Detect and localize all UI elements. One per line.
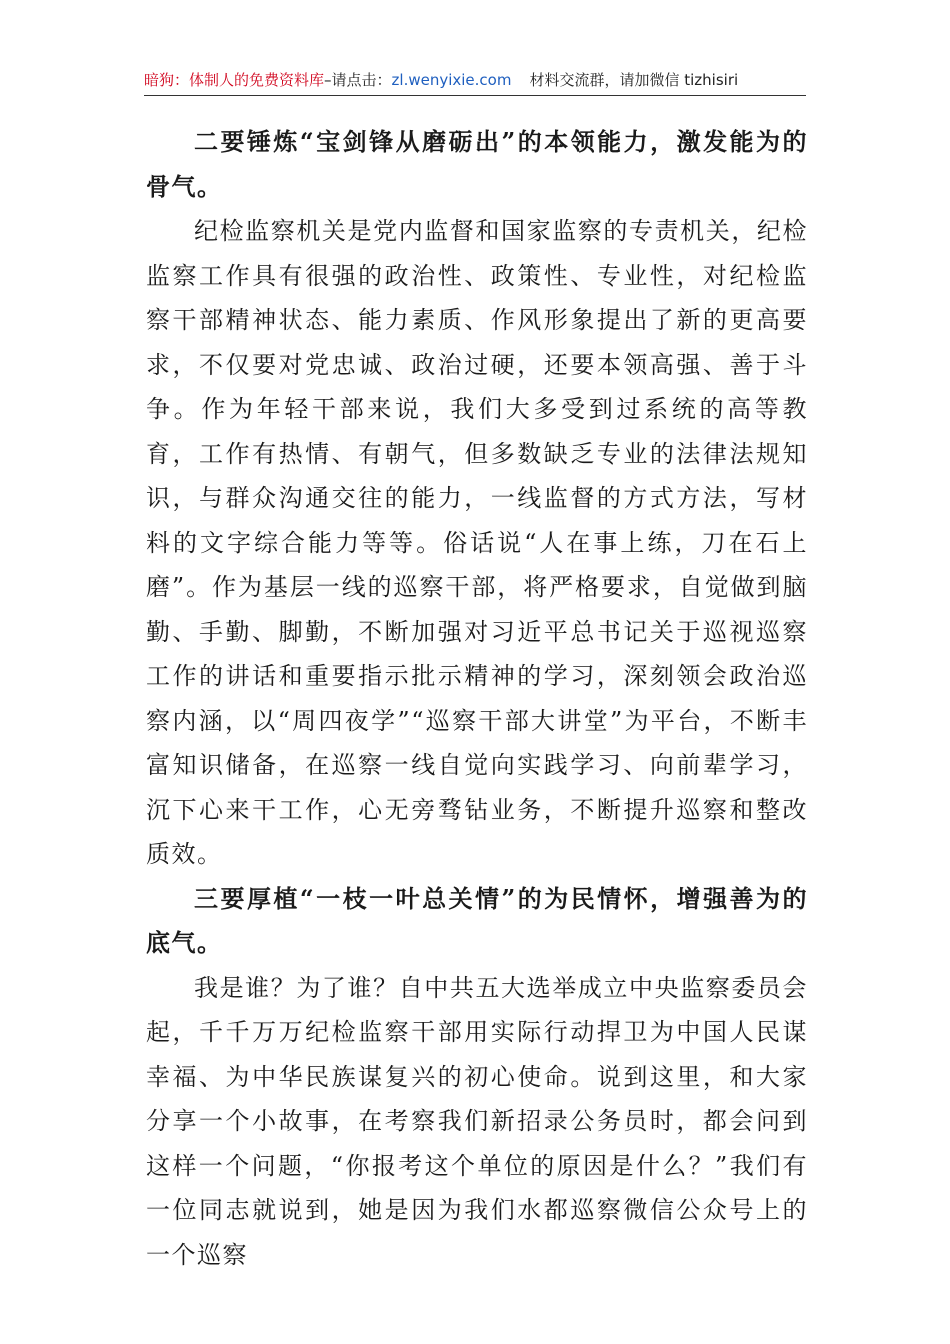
header-divider (144, 95, 806, 96)
section-heading-2: 二要锤炼“宝剑锋从磨砺出”的本领能力，激发能为的骨气。 (146, 127, 808, 201)
header-brand: 暗狗：体制人的免费资料库 (144, 71, 325, 89)
document-body (146, 120, 808, 1277)
body-paragraph-1: 纪检监察机关是党内监督和国家监察的专责机关，纪检监察工作具有很强的政治性、政策性、专业性，对纪检监察干部精神状态、能力素质、作风形象提出了新的更高要求，不仅要对党忠诚、政治过硬，还要本领高强、善于斗争。作为年轻干部来说，我们大多受到过系统的高等教育，工作有热情、有朝气，但多数缺乏专业的法律法规知识，与群众沟通交往的能力，一线监督的方式方法，写材料的文字综合能力等等。俗话说“人在事上练，刀在石上磨”。作为基层一线的巡察干部，将严格要求，自觉做到脑勤、手勤、脚勤，不断加强对习近平总书记关于巡视巡察工作的讲话和重要指示批示精神的学习，深刻领会政治巡察内涵，以“周四夜学”“巡察干部大讲堂”为平台，不断丰富知识储备，在巡察一线自觉向实践学习、向前辈学习，沉下心来干工作，心无旁骛钻业务，不断提升巡察和整改质效。 (146, 217, 808, 868)
header-contact: 材料交流群，请加微信 tizhisiri (529, 71, 739, 89)
page-header (144, 66, 806, 94)
section-heading-3: 三要厚植“一枝一叶总关情”的为民情怀，增强善为的底气。 (146, 883, 808, 957)
body-paragraph-2: 我是谁？为了谁？自中共五大选举成立中央监察委员会起，千千万万纪检监察干部用实际行动捍卫为中国人民谋幸福、为中华民族谋复兴的初心使命。说到这里，和大家分享一个小故事，在考察我们新招录公务员时，都会问到这样一个问题，“你报考这个单位的原因是什么？”我们有一位同志就说到，她是因为我们水都巡察微信公众号上的一个巡察 (146, 973, 808, 1269)
header-site-link[interactable]: zl.wenyixie.com (391, 71, 512, 89)
header-prompt: –请点击： (324, 71, 392, 89)
